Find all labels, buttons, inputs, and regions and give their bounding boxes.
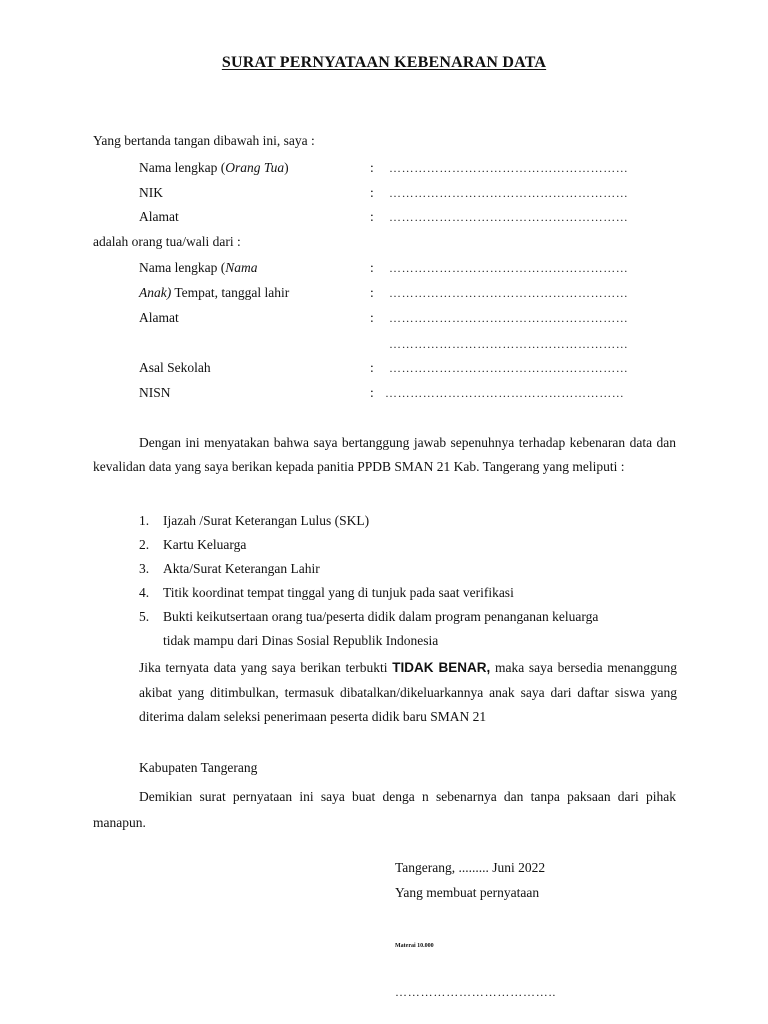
- field-colon: :: [370, 260, 374, 275]
- document-list: [139, 509, 598, 653]
- closing-paragraph: Demikian surat pernyataan ini saya buat denga n sebenarnya dan tanpa paksaan dari pihak manapun.: [93, 789, 676, 830]
- materai-label: Materai 10.000: [395, 943, 434, 949]
- field-label: Alamat: [139, 310, 179, 325]
- field-colon: :: [370, 185, 374, 200]
- list-item-continuation: tidak mampu dari Dinas Sosial Republik Indonesia: [163, 633, 439, 648]
- field-label: Nama lengkap (Orang Tua): [139, 160, 289, 175]
- field-blank: …………………………………………………: [389, 161, 629, 175]
- field-colon: :: [370, 310, 374, 325]
- field-label: NISN: [139, 385, 171, 400]
- list-item: 4. Titik koordinat tempat tinggal yang di tunjuk pada saat verifikasi: [139, 585, 514, 600]
- field-colon: :: [370, 160, 374, 175]
- signature-line: ………………………………..: [395, 985, 557, 999]
- field-colon: :: [370, 209, 374, 224]
- statement-paragraph: Dengan ini menyatakan bahwa saya bertanggung jawab sepenuhnya terhadap kebenaran data dan kevalidan data yang saya berikan kepada panitia PPDB SMAN 21 Kab. Tangerang yang meliputi :: [93, 435, 676, 474]
- field-label: NIK: [139, 185, 163, 200]
- list-item: 5. Bukti keikutsertaan orang tua/peserta didik dalam program penanganan keluarga: [139, 609, 599, 624]
- kabupaten-text: Kabupaten Tangerang: [139, 760, 258, 775]
- field-label: Anak) Tempat, tanggal lahir: [139, 285, 290, 300]
- field-label: Asal Sekolah: [139, 360, 211, 375]
- field-blank: …………………………………………………: [389, 286, 629, 300]
- place-date: Tangerang, ......... Juni 2022: [395, 860, 546, 875]
- field-blank: …………………………………………………: [389, 186, 629, 200]
- field-blank: …………………………………………………: [389, 210, 629, 224]
- field-blank: …………………………………………………: [389, 261, 629, 275]
- field-blank: …………………………………………………: [389, 311, 629, 325]
- field-blank: …………………………………………………: [389, 361, 629, 375]
- list-item: 1. Ijazah /Surat Keterangan Lulus (SKL): [139, 513, 370, 528]
- list-item: 3. Akta/Surat Keterangan Lahir: [139, 561, 320, 576]
- parent-of-text: adalah orang tua/wali dari :: [93, 234, 241, 249]
- intro-text: Yang bertanda tangan dibawah ini, saya :: [93, 133, 315, 148]
- field-colon: :: [370, 385, 374, 400]
- document-title: SURAT PERNYATAAN KEBENARAN DATA: [221, 54, 547, 71]
- field-blank: …………………………………………………: [385, 386, 625, 400]
- field-label: Alamat: [139, 209, 179, 224]
- list-item: 2. Kartu Keluarga: [139, 537, 247, 552]
- field-colon: :: [370, 360, 374, 375]
- field-blank: …………………………………………………: [389, 337, 629, 351]
- field-colon: :: [370, 285, 374, 300]
- signer-label: Yang membuat pernyataan: [395, 885, 540, 900]
- consequence-paragraph: Jika ternyata data yang saya berikan terbukti TIDAK BENAR, maka saya bersedia menanggung akibat yang ditimbulkan, termasuk dibatalkan/dikeluarkannya anak saya dari daftar siswa yang diterima dalam seleksi penerimaan peserta didik baru SMAN 21: [139, 660, 678, 724]
- field-label: Nama lengkap (Nama: [139, 260, 258, 275]
